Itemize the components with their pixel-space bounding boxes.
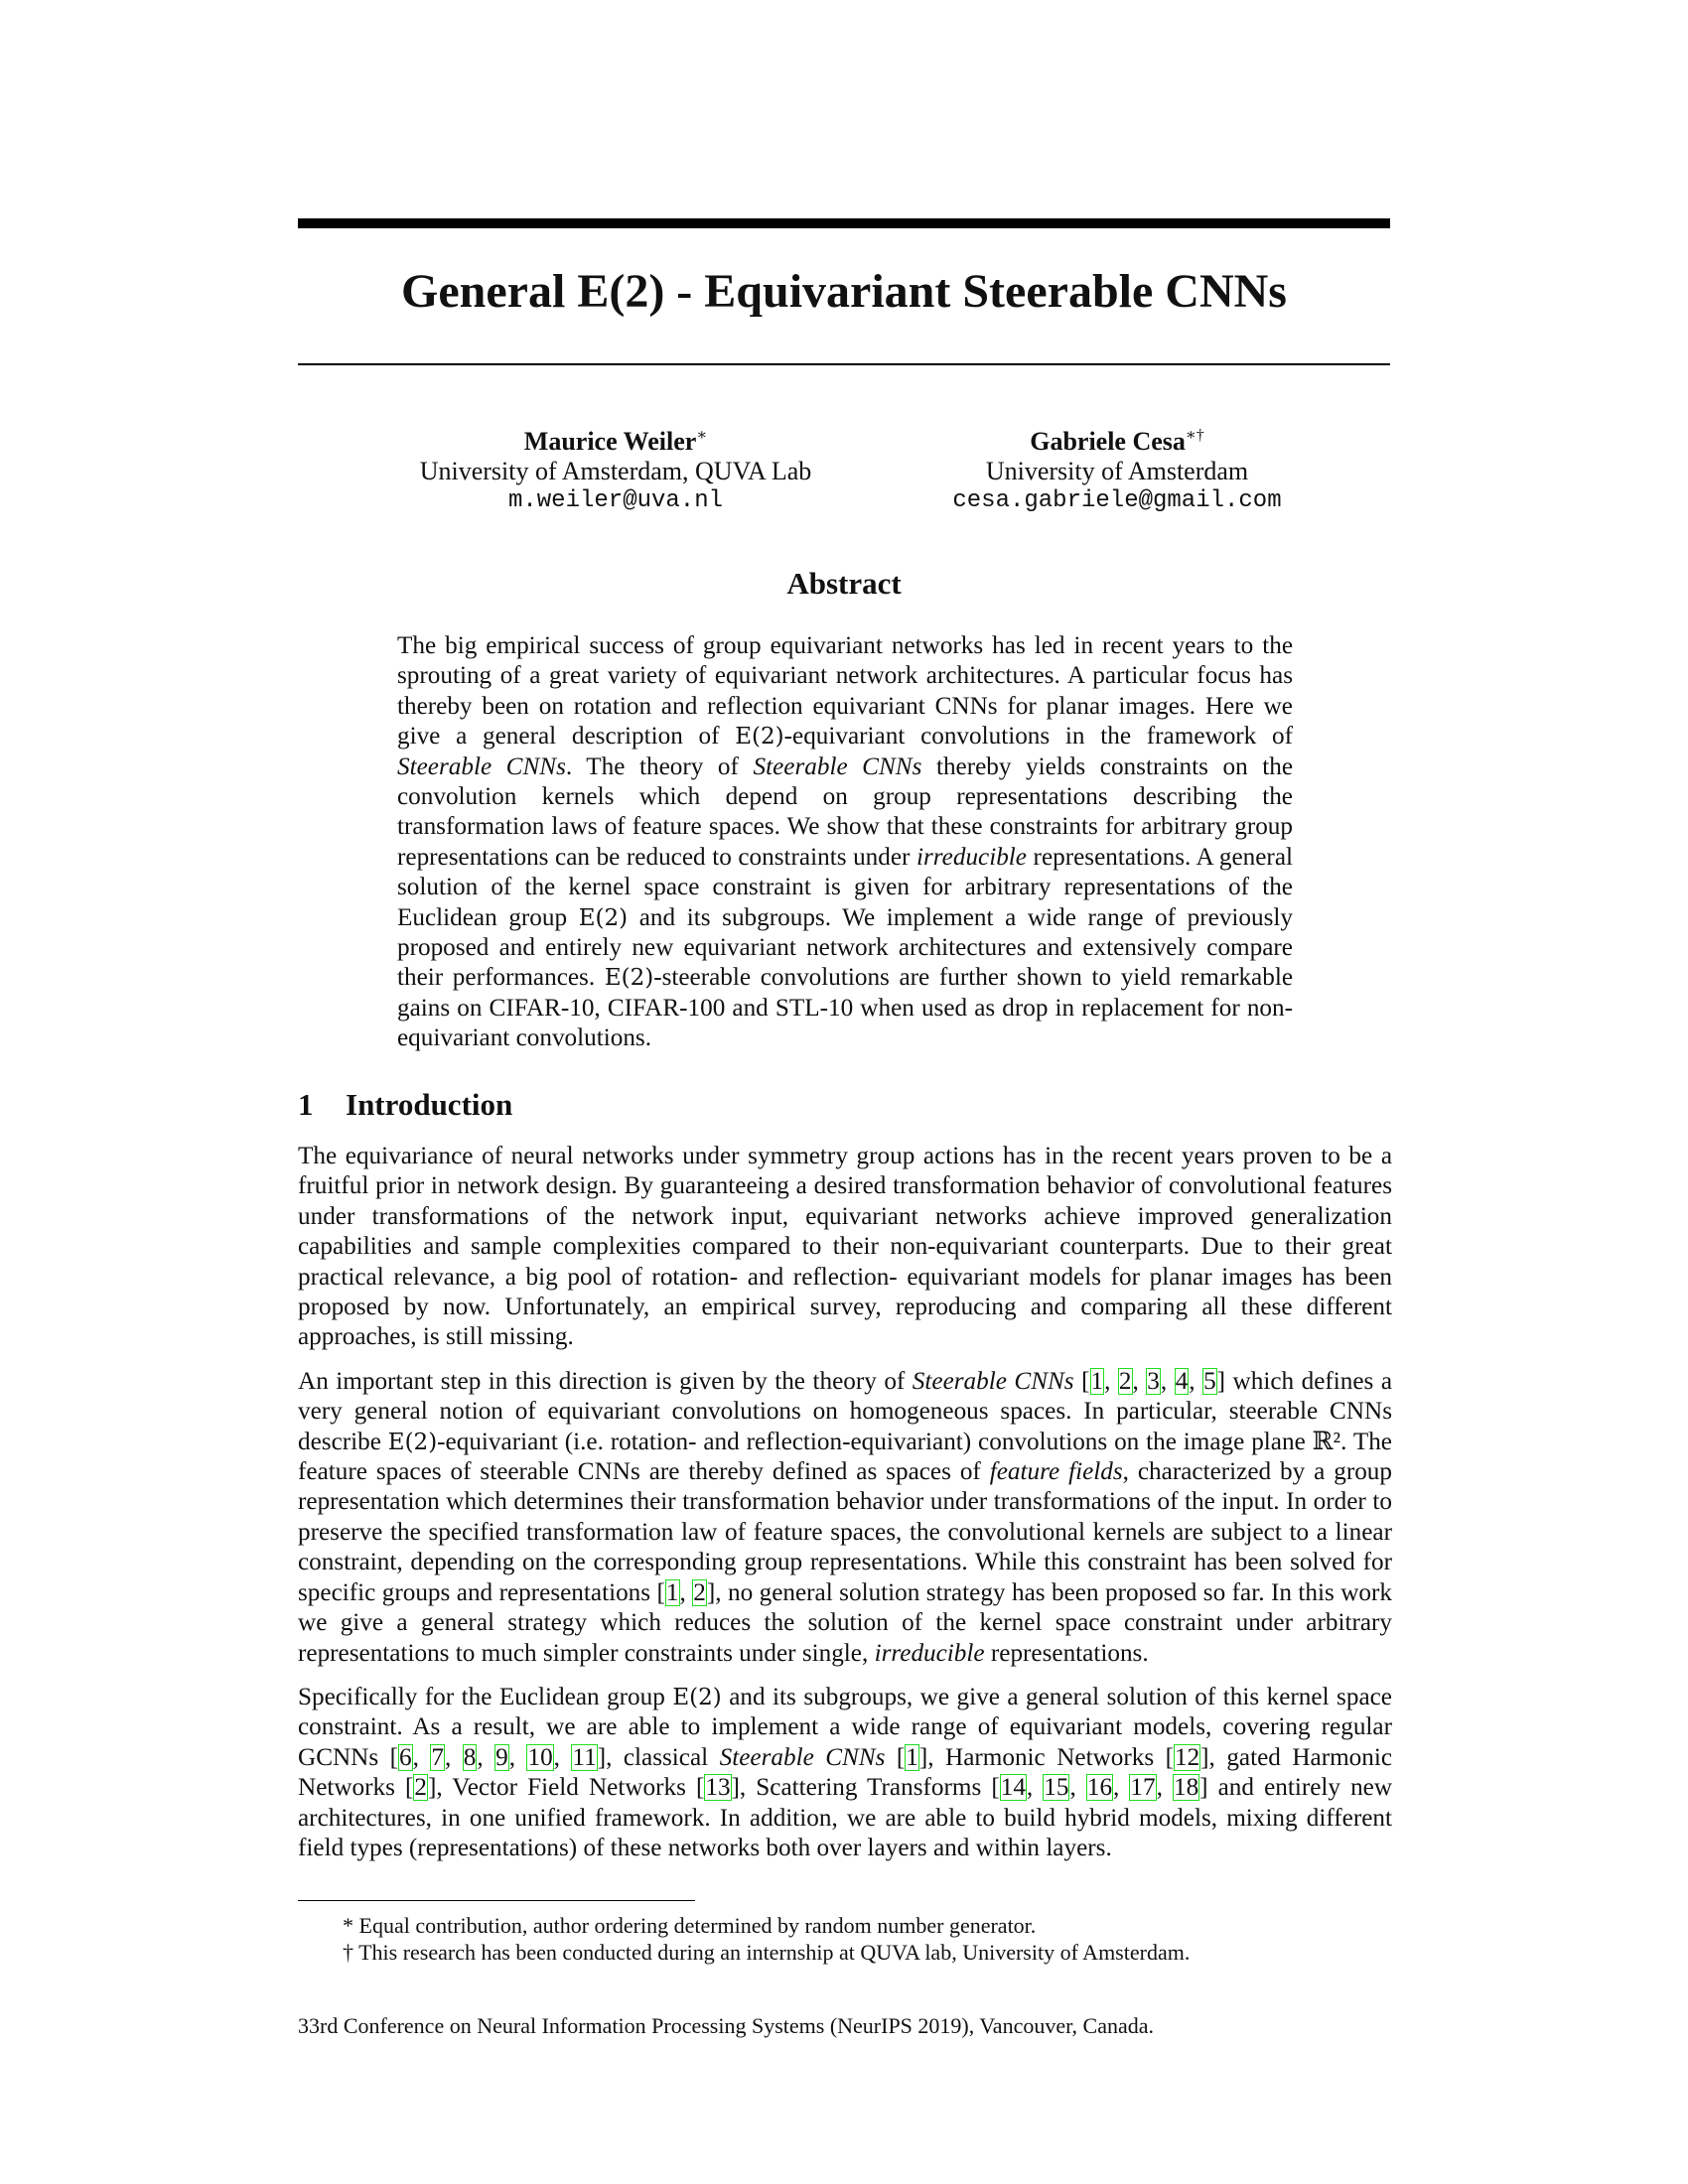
citation-link[interactable]: 8 <box>463 1743 477 1771</box>
citation-link[interactable]: 7 <box>431 1743 444 1771</box>
citation-link[interactable]: 13 <box>705 1774 731 1802</box>
citation-link[interactable]: 10 <box>527 1743 553 1771</box>
citation-link[interactable]: 18 <box>1173 1774 1199 1802</box>
author-email: m.weiler@uva.nl <box>507 487 724 514</box>
author-email: cesa.gabriele@gmail.com <box>952 487 1282 514</box>
author-affiliation: University of Amsterdam <box>985 457 1249 485</box>
footnote: † This research has been conducted during an internship at QUVA lab, University of Amsterdam. <box>343 1940 1191 1965</box>
title-top-rule <box>298 218 1390 228</box>
section-heading <box>298 1087 512 1123</box>
section-number: 1 <box>298 1087 314 1122</box>
citation-link[interactable]: 15 <box>1044 1774 1069 1802</box>
citation-link[interactable]: 1 <box>906 1743 918 1771</box>
author-affiliation: University of Amsterdam, QUVA Lab <box>419 457 812 485</box>
paragraph: The equivariance of neural networks under symmetry group actions has in the recent years proven to be a fruitful prior in network design. By guaranteeing a desired transformation behavior of convolutional features under transformations of the network input, equivariant networks achieve improved generalization capabilities and sample complexities compared to their non-equivariant counterparts. Due to their great practical relevance, a big pool of rotation- and reflection- equivariant models for planar images has been proposed by now. Unfortunately, an empirical survey, reproducing and comparing all these different approaches, is still missing. <box>298 1143 1392 1351</box>
citation-link[interactable]: 11 <box>572 1743 597 1771</box>
citation-link[interactable]: 17 <box>1130 1774 1156 1802</box>
citation-link[interactable]: 12 <box>1174 1743 1200 1771</box>
abstract-text: The big empirical success of group equivariant networks has led in recent years to the sprouting of a great variety of equivariant network architectures. A particular focus has thereby been on rotation and reflection equivariant CNNs for planar images. Here we give a general description of E(2)-equivariant convolutions in the framework of Steerable CNNs. The theory of Steerable CNNs thereby yields constraints on the convolution kernels which depend on group representations describing the transformation laws of feature spaces. We show that these constraints for arbitrary group representations can be reduced to constraints under irreducible representations. A general solution of the kernel space constraint is given for arbitrary representations of the Euclidean group E(2) and its subgroups. We implement a wide range of previously proposed and entirely new equivariant network architectures and extensively compare their performances. E(2)-steerable convolutions are further shown to yield remarkable gains on CIFAR-10, CIFAR-100 and STL-10 when used as drop in replacement for non-equivariant convolutions. <box>397 632 1294 1052</box>
introduction-body <box>298 1142 1392 1877</box>
citation-link[interactable]: 5 <box>1203 1367 1216 1395</box>
citation-link[interactable]: 2 <box>693 1578 706 1606</box>
footnotes <box>298 1912 1390 1966</box>
citation-link[interactable]: 6 <box>399 1743 412 1771</box>
citation-link[interactable]: 9 <box>495 1743 508 1771</box>
author-name: Maurice Weiler <box>523 427 697 456</box>
author-marks: ∗ <box>696 427 708 444</box>
author-block-1 <box>407 427 824 516</box>
citation-link[interactable]: 1 <box>665 1578 679 1606</box>
citation-link[interactable]: 2 <box>414 1774 427 1802</box>
footnote: * Equal contribution, author ordering determined by random number generator. <box>343 1913 1037 1938</box>
author-marks: ∗† <box>1185 427 1204 444</box>
citation-link[interactable]: 3 <box>1147 1367 1160 1395</box>
author-name: Gabriele Cesa <box>1030 427 1186 456</box>
conference-notice: 33rd Conference on Neural Information Processing Systems (NeurIPS 2019), Vancouver, Canada. <box>298 2013 1155 2038</box>
citation-link[interactable]: 16 <box>1086 1774 1113 1802</box>
citation-link[interactable]: 1 <box>1090 1367 1104 1395</box>
paragraph: An important step in this direction is given by the theory of Steerable CNNs [1, 2, 3, 4, 5] which defines a very general notion of equivariant convolutions on homogeneous spaces. In particular, steerable CNNs describe E(2)-equivariant (i.e. rotation- and reflection-equivariant) convolutions on the image plane ℝ². The feature spaces of steerable CNNs are thereby defined as spaces of feature fields, characterized by a group representation which determines their transformation behavior under transformations of the input. In order to preserve the specified transformation law of feature spaces, the convolutional kernels are subject to a linear constraint, depending on the corresponding group representations. While this constraint has been solved for specific groups and representations [1, 2], no general solution strategy has been proposed so far. In this work we give a general strategy which reduces the solution of the kernel space constraint under arbitrary representations to much simpler constraints under single, irreducible representations. <box>298 1367 1393 1667</box>
paragraph: Specifically for the Euclidean group E(2) and its subgroups, we give a general solution of this kernel space constraint. As a result, we are able to implement a wide range of equivariant models, covering regular GCNNs [6, 7, 8, 9, 10, 11], classical Steerable CNNs [1], Harmonic Networks [12], gated Harmonic Networks [2], Vector Field Networks [13], Scattering Transforms [14, 15, 16, 17, 18] and entirely new architectures, in one unified framework. In addition, we are able to build hybrid models, mixing different field types (representations) of these networks both over layers and within layers. <box>298 1683 1393 1861</box>
author-block-2 <box>909 427 1326 516</box>
citation-link[interactable]: 2 <box>1118 1367 1132 1395</box>
section-title: Introduction <box>346 1087 513 1122</box>
title-bottom-rule <box>298 363 1390 365</box>
footnote-rule <box>298 1900 695 1901</box>
abstract-heading: Abstract <box>786 566 902 601</box>
citation-link[interactable]: 14 <box>1000 1774 1026 1802</box>
paper-title: General E(2) - Equivariant Steerable CNNs <box>401 265 1287 318</box>
citation-link[interactable]: 4 <box>1175 1367 1189 1395</box>
